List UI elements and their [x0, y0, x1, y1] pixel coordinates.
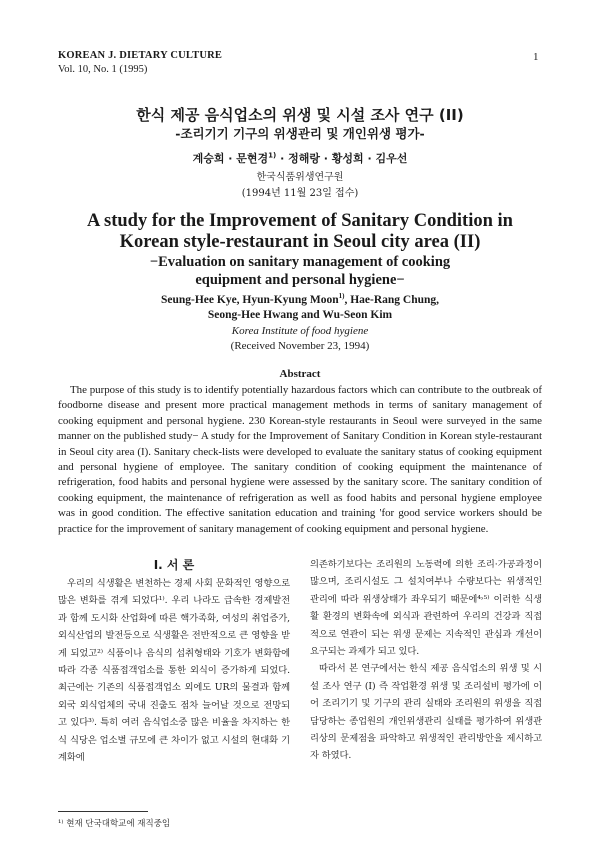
- english-authors-line2: Seong-Hee Hwang and Wu-Seon Kim: [207, 309, 393, 321]
- page-number: 1: [533, 51, 539, 63]
- abstract-heading: Abstract: [279, 368, 321, 380]
- english-affiliation-marker: 1): [338, 292, 345, 301]
- korean-authors-part1: 계승희 · 문현경: [192, 152, 269, 165]
- english-title-line2: Korean style-restaurant in Seoul city area (II): [119, 232, 481, 252]
- korean-authors: [0, 150, 600, 166]
- korean-received-date: (1994년 11월 23일 접수): [241, 188, 359, 199]
- introduction-right-paragraph1: 의존하기보다는 조리원의 노동력에 의한 조리·가공과정이 많으며, 조리시설도 그 설치여부나 수량보다는 위생적인 관리에 따라 위생상태가 좌우되기 때문에⁴˒⁵⁾ 이러한 식생활 환경의 변화속에 외식과 관련하여 우리의 건강과 직접적으로 연관이 되는 위생 문제는 지속적인 관심과 개선이 요구되는 과제가 되고 있다.: [310, 559, 542, 658]
- introduction-left-column: 우리의 식생활은 변천하는 경제 사회 문화적인 영향으로 많은 변화를 겪게 되었다¹⁾. 우리 나라도 급속한 경제발전과 함께 도시화 산업화에 따른 핵가족화, 여성의 취업증가, 외식산업의 발전등으로 식생활은 전반적으로 큰 영향을 받게 되었고²⁾ 식품이나 음식의 섭취형태와 기호가 변화함에 따라 각종 식품접객업소를 통한 외식이 증가하게 되었다. 최근에는 기존의 식품접객업소 외에도 UR의 물결과 함께 외국 외식업체의 국내 진출도 점차 늘어날 것으로 전망되고 있다³⁾. 특히 여러 음식업소중 많은 비율을 차지하는 한식 식당은 업소별 규모에 큰 차이가 없고 시설의 현대화 기계화에: [58, 578, 290, 764]
- journal-volume: Vol. 10, No. 1 (1995): [58, 64, 148, 75]
- english-subtitle-line2: equipment and personal hygiene−: [195, 272, 405, 288]
- footnote-divider: [58, 811, 148, 812]
- english-authors-part1: Seung-Hee Kye, Hyun-Kyung Moon: [160, 294, 339, 306]
- section-heading: I. 서 론: [153, 558, 195, 572]
- english-institute: Korea Institute of food hygiene: [231, 325, 369, 337]
- korean-authors-part2: · 정해랑 · 황성희 · 김우선: [276, 152, 408, 165]
- footnote: ¹⁾ 현재 단국대학교에 재직중임: [58, 819, 171, 829]
- english-subtitle-line1: −Evaluation on sanitary management of cooking: [149, 254, 451, 270]
- journal-name: KOREAN J. DIETARY CULTURE: [58, 50, 223, 61]
- english-title-line1: A study for the Improvement of Sanitary Condition in: [87, 211, 513, 231]
- korean-title: 한식 제공 음식업소의 위생 및 시설 조사 연구 (II): [136, 106, 464, 124]
- introduction-right-paragraph2: 따라서 본 연구에서는 한식 제공 음식업소의 위생 및 시설 조사 연구 (I) 즉 작업환경 위생 및 조리설비 평가에 이어 조리기기 및 기구의 관리 실태와 조리원의 위생을 직접 담당하는 종업원의 개인위생관리 실태를 평가하여 위생관리상의 문제점을 파악하고 위생적인 관리방안을 제시하고자 하였다.: [310, 663, 542, 762]
- english-authors-line1: [0, 294, 600, 306]
- affiliation-marker: 1): [268, 151, 277, 160]
- english-received-date: (Received November 23, 1994): [230, 340, 370, 352]
- korean-institute: 한국식품위생연구원: [256, 172, 344, 183]
- introduction-right-column: [310, 556, 542, 765]
- korean-subtitle: -조리기기 기구의 위생관리 및 개인위생 평가-: [175, 126, 425, 141]
- abstract-body: The purpose of this study is to identify potentially hazardous factors which can contribute to the outbreak of foodborne disease and present more practical management methods in terms of sanitary management of cooking equipment and personal hygiene. 230 Korean-style restaurants in Seoul were surveyed in the same manner on the published study− A study for the Improvement of Sanitary Condition in Korean style-restaurant in Seoul city area (I). Sanitary check-lists were developed to evaluate the sanitary status of cooking equipment and personal hygiene of employee. The sanitary condition of cooking equipment the maintenance of refrigeration, food habits and personal hygiene were assessed by the sanitary score. The sanitary condition of cooking equipment, the maintenance of refrigeration as well as food habits and personal hygiene employee was in good condition. The effective sanitation education and training 'for good service workers should be practice for the improvement of sanitary management of cooking equipment and personal hygiene.: [58, 384, 542, 535]
- english-authors-part2: , Hae-Rang Chung,: [344, 294, 440, 306]
